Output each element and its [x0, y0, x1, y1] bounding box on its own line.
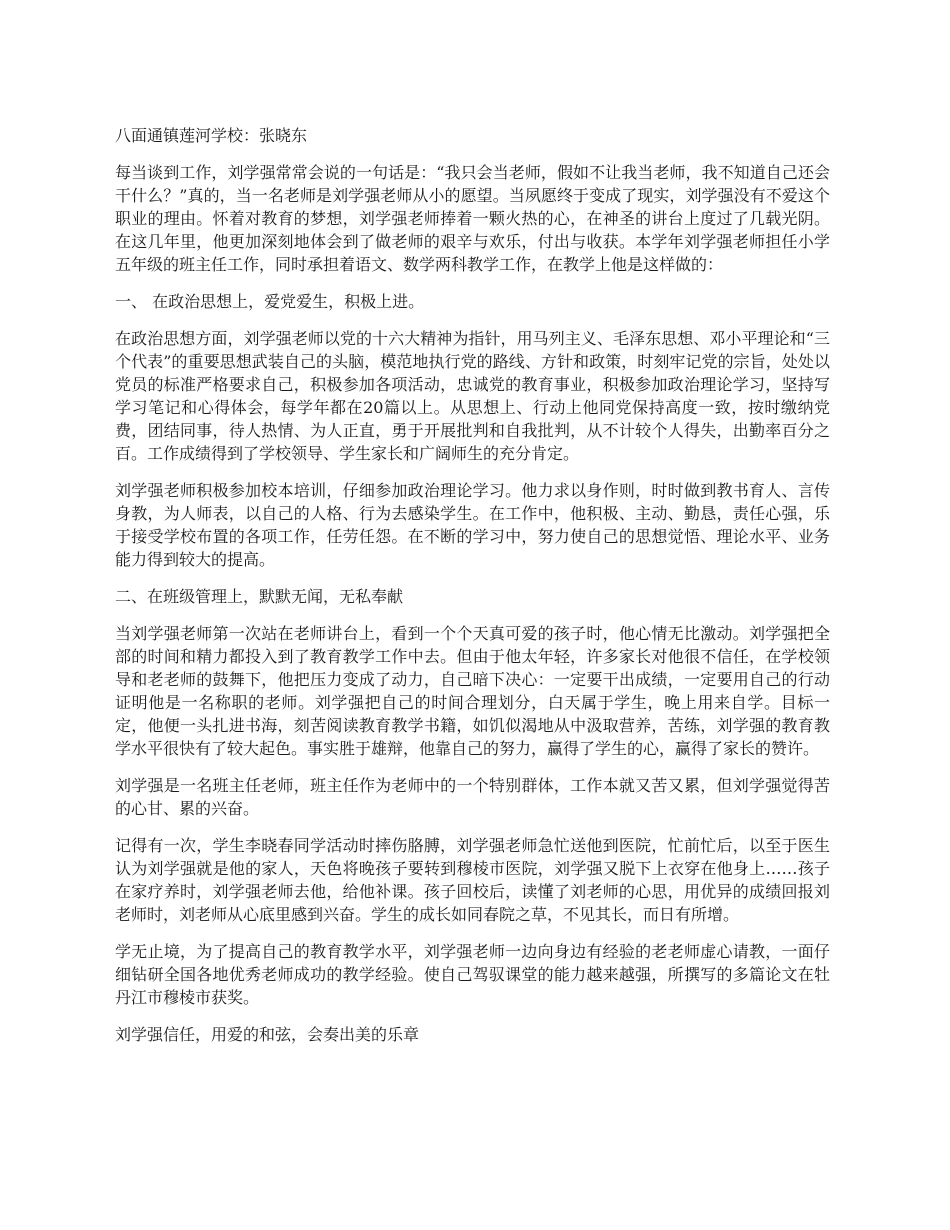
closing-line: 刘学强信任，用爱的和弦，会奏出美的乐章	[115, 1025, 420, 1044]
body-paragraph: 学无止境，为了提高自己的教育教学水平，刘学强老师一边向身边有经验的老老师虚心请教，一面仔细钻研全国各地优秀老师成功的教学经验。使自己驾驭课堂的能力越来越强，所撰写的多篇论文在牡丹江市穆棱市获奖。	[115, 942, 830, 1007]
document-page	[115, 124, 830, 1060]
body-paragraph: 刘学强老师积极参加校本培训，仔细参加政治理论学习。他力求以身作则，时时做到教书育人、言传身教，为人师表，以自己的人格、行为去感染学生。在工作中，他积极、主动、勤恳，责任心强，乐于接受学校布置的各项工作，任劳任怨。在不断的学习中，努力使自己的思想觉悟、理论水平、业务能力得到较大的提高。	[115, 481, 830, 569]
section-heading-2: 二、在班级管理上，默默无闻，无私奉献	[115, 587, 404, 606]
body-paragraph: 当刘学强老师第一次站在老师讲台上，看到一个个天真可爱的孩子时，他心情无比激动。刘学强把全部的时间和精力都投入到了教育教学工作中去。但由于他太年轻，许多家长对他很不信任，在学校领导和老老师的鼓舞下，他把压力变成了动力，自己暗下决心：一定要干出成绩，一定要用自己的行动证明他是一名称职的老师。刘学强把自己的时间合理划分，白天属于学生，晚上用来自学。目标一定，他便一头扎进书海，刻苦阅读教育教学书籍，如饥似渴地从中汲取营养，苦练，刘学强的教育教学水平很快有了较大起色。事实胜于雄辩，他靠自己的努力，赢得了学生的心，赢得了家长的赞许。	[115, 624, 830, 758]
author-line: 八面通镇莲河学校：张晓东	[115, 126, 308, 145]
intro-paragraph: 每当谈到工作，刘学强常常会说的一句话是：“我只会当老师，假如不让我当老师，我不知道自己还会干什么？”真的，当一名老师是刘学强老师从小的愿望。当夙愿终于变成了现实，刘学强没有不爱这个职业的理由。怀着对教育的梦想，刘学强老师捧着一颗火热的心，在神圣的讲台上度过了几载光阴。在这几年里，他更加深刻地体会到了做老师的艰辛与欢乐，付出与收获。本学年刘学强老师担任小学五年级的班主任工作，同时承担着语文、数学两科教学工作，在教学上他是这样做的：	[115, 163, 830, 274]
section-heading-1: 一、 在政治思想上，爱党爱生，积极上进。	[115, 292, 425, 311]
body-paragraph: 记得有一次，学生李晓春同学活动时摔伤胳膊，刘学强老师急忙送他到医院，忙前忙后，以至于医生认为刘学强就是他的家人，天色将晚孩子要转到穆棱市医院，刘学强又脱下上衣穿在他身上……孩子在家疗养时，刘学强老师去他，给他补课。孩子回校后，读懂了刘老师的心思，用优异的成绩回报刘老师时，刘老师从心底里感到兴奋。学生的成长如同春院之草，不见其长，而日有所增。	[115, 836, 830, 924]
body-paragraph: 在政治思想方面，刘学强老师以党的十六大精神为指针，用马列主义、毛泽东思想、邓小平理论和“三个代表”的重要思想武装自己的头脑，模范地执行党的路线、方针和政策，时刻牢记党的宗旨，处处以党员的标准严格要求自己，积极参加各项活动，忠诚党的教育事业，积极参加政治理论学习，坚持写学习笔记和心得体会，每学年都在20篇以上。从思想上、行动上他同党保持高度一致，按时缴纳党费，团结同事，待人热情、为人正直，勇于开展批判和自我批判，从不计较个人得失，出勤率百分之百。工作成绩得到了学校领导、学生家长和广阔师生的充分肯定。	[115, 329, 830, 463]
body-paragraph: 刘学强是一名班主任老师，班主任作为老师中的一个特别群体，工作本就又苦又累，但刘学强觉得苦的心甘、累的兴奋。	[115, 776, 830, 818]
